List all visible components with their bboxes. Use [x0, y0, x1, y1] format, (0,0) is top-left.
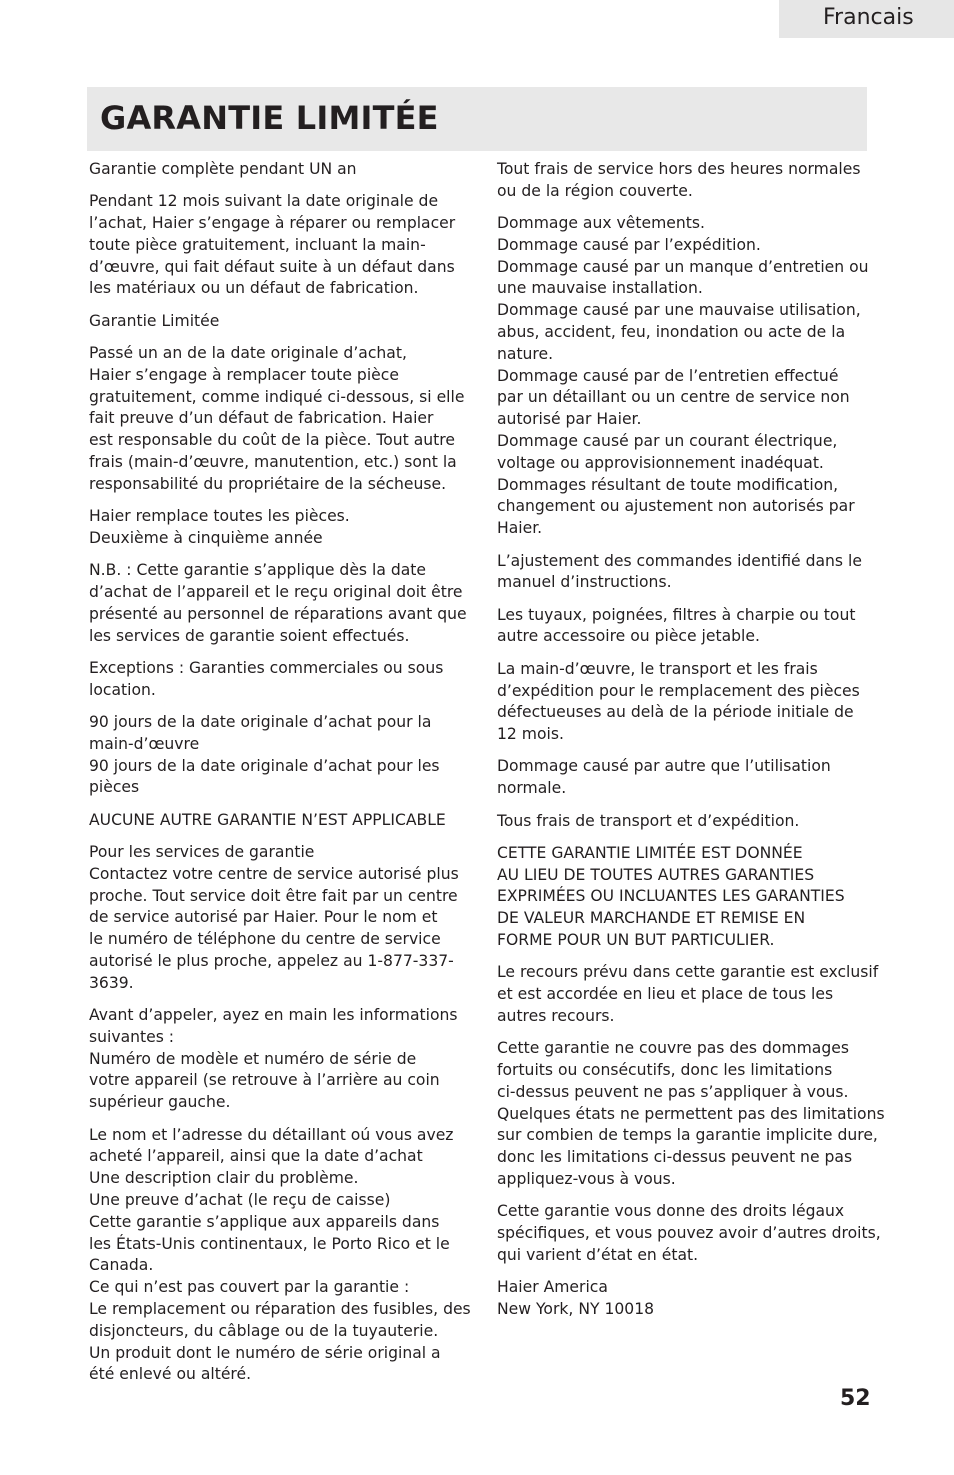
- page-number: 52: [840, 1386, 871, 1411]
- paragraph: AUCUNE AUTRE GARANTIE N’EST APPLICABLE: [89, 810, 446, 829]
- paragraph: Tous frais de transport et d’expédition.: [497, 811, 800, 830]
- paragraph: CETTE GARANTIE LIMITÉE EST DONNÉE AU LIEU DE TOUTES AUTRES GARANTIES EXPRIMÉES OU INCLUANTES LES GARANTIES DE VALEUR MARCHANDE ET REMISE EN FORME POUR UN BUT PARTICULIER.: [497, 843, 845, 949]
- paragraph: Le recours prévu dans cette garantie est exclusif et est accordée en lieu et place de tous les autres recours.: [497, 963, 879, 1025]
- paragraph: Pendant 12 mois suivant la date originale de l’achat, Haier s’engage à réparer ou remplacer toute pièce gratuitement, incluant la main- d’œuvre, qui fait défaut suite à un défaut dans les matériaux ou un défaut de fabrication.: [89, 192, 456, 298]
- left-column: [89, 159, 481, 1397]
- paragraph: Haier America New York, NY 10018: [497, 1278, 655, 1318]
- paragraph: Haier remplace toutes les pièces. Deuxième à cinquième année: [89, 507, 350, 547]
- paragraph: La main-d’œuvre, le transport et les frais d’expédition pour le remplacement des pièces défectueuses au delà de la période initiale de 12 mois.: [497, 659, 860, 744]
- language-tab: [779, 0, 954, 38]
- paragraph: L’ajustement des commandes identifié dans le manuel d’instructions.: [497, 551, 862, 592]
- paragraph: Les tuyaux, poignées, filtres à charpie ou tout autre accessoire ou pièce jetable.: [497, 605, 856, 646]
- title-bar: [87, 87, 867, 151]
- paragraph: Tout frais de service hors des heures normales ou de la région couverte.: [497, 160, 861, 200]
- paragraph: Dommage aux vêtements. Dommage causé par l’expédition. Dommage causé par un manque d’entretien ou une mauvaise installation. Dommage causé par une mauvaise utilisation, abus, accident, feu, inondation ou acte de la nature. Dommage causé par de l’entretien effectué par un détaillant ou un centre de service non autorisé par Haier. Dommage causé par un courant électrique, voltage ou approvisionnement inadéquat. Dommages résultant de toute modification, changement ou ajustement non autorisés par Haier.: [497, 214, 869, 538]
- paragraph: Exceptions : Garanties commerciales ou sous location.: [89, 658, 444, 699]
- right-column: [497, 159, 889, 1331]
- paragraph: N.B. : Cette garantie s’applique dès la date d’achat de l’appareil et le reçu original doit être présenté au personnel de réparations avant que les services de garantie soient effectués.: [89, 561, 467, 645]
- language-tab-label: Francais: [823, 5, 914, 30]
- paragraph: Cette garantie ne couvre pas des dommages fortuits ou consécutifs, donc les limitations ci-dessus peuvent ne pas s’appliquer à vous. Quelques états ne permettent pas des limitations sur combien de temps la garantie implicite dure, donc les limitations ci-dessus peuvent ne pas appliquez-vous à vous.: [497, 1039, 885, 1188]
- paragraph: Passé un an de la date originale d’achat, Haier s’engage à remplacer toute pièce gratuitement, comme indiqué ci-dessous, si elle fait preuve d’un défaut de fabrication. Haier est responsable du coût de la pièce. Tout autre frais (main-d’œuvre, manutention, etc.) sont la responsabilité du propriétaire de la sécheuse.: [89, 344, 465, 493]
- paragraph: 90 jours de la date originale d’achat pour la main-d’œuvre 90 jours de la date originale d’achat pour les pièces: [89, 713, 440, 797]
- paragraph: Cette garantie vous donne des droits légaux spécifiques, et vous pouvez avoir d’autres droits, qui varient d’état en état.: [497, 1202, 881, 1264]
- paragraph: Avant d’appeler, ayez en main les informations suivantes : Numéro de modèle et numéro de série de votre appareil (se retrouve à l’arrière au coin supérieur gauche.: [89, 1006, 458, 1112]
- paragraph: Le nom et l’adresse du détaillant oú vous avez acheté l’appareil, ainsi que la date d’achat Une description clair du problème. Une preuve d’achat (le reçu de caisse) Cette garantie s’applique aux appareils dans les États-Unis continentaux, le Porto Rico et le Canada. Ce qui n’est pas couvert par la garantie : Le remplacement ou réparation des fusibles, des disjoncteurs, du câblage ou de la tuyauterie. Un produit dont le numéro de série original a été enlevé ou altéré.: [89, 1125, 471, 1384]
- paragraph: Garantie complète pendant UN an: [89, 160, 357, 178]
- paragraph: Dommage causé par autre que l’utilisation normale.: [497, 757, 831, 798]
- paragraph: Garantie Limitée: [89, 311, 220, 330]
- paragraph: Pour les services de garantie Contactez votre centre de service autorisé plus proche. Tout service doit être fait par un centre de service autorisé par Haier. Pour le nom et le numéro de téléphone du centre de service autorisé le plus proche, appelez au 1-877-337- 3639.: [89, 843, 459, 992]
- page-title: GARANTIE LIMITÉE: [100, 99, 439, 137]
